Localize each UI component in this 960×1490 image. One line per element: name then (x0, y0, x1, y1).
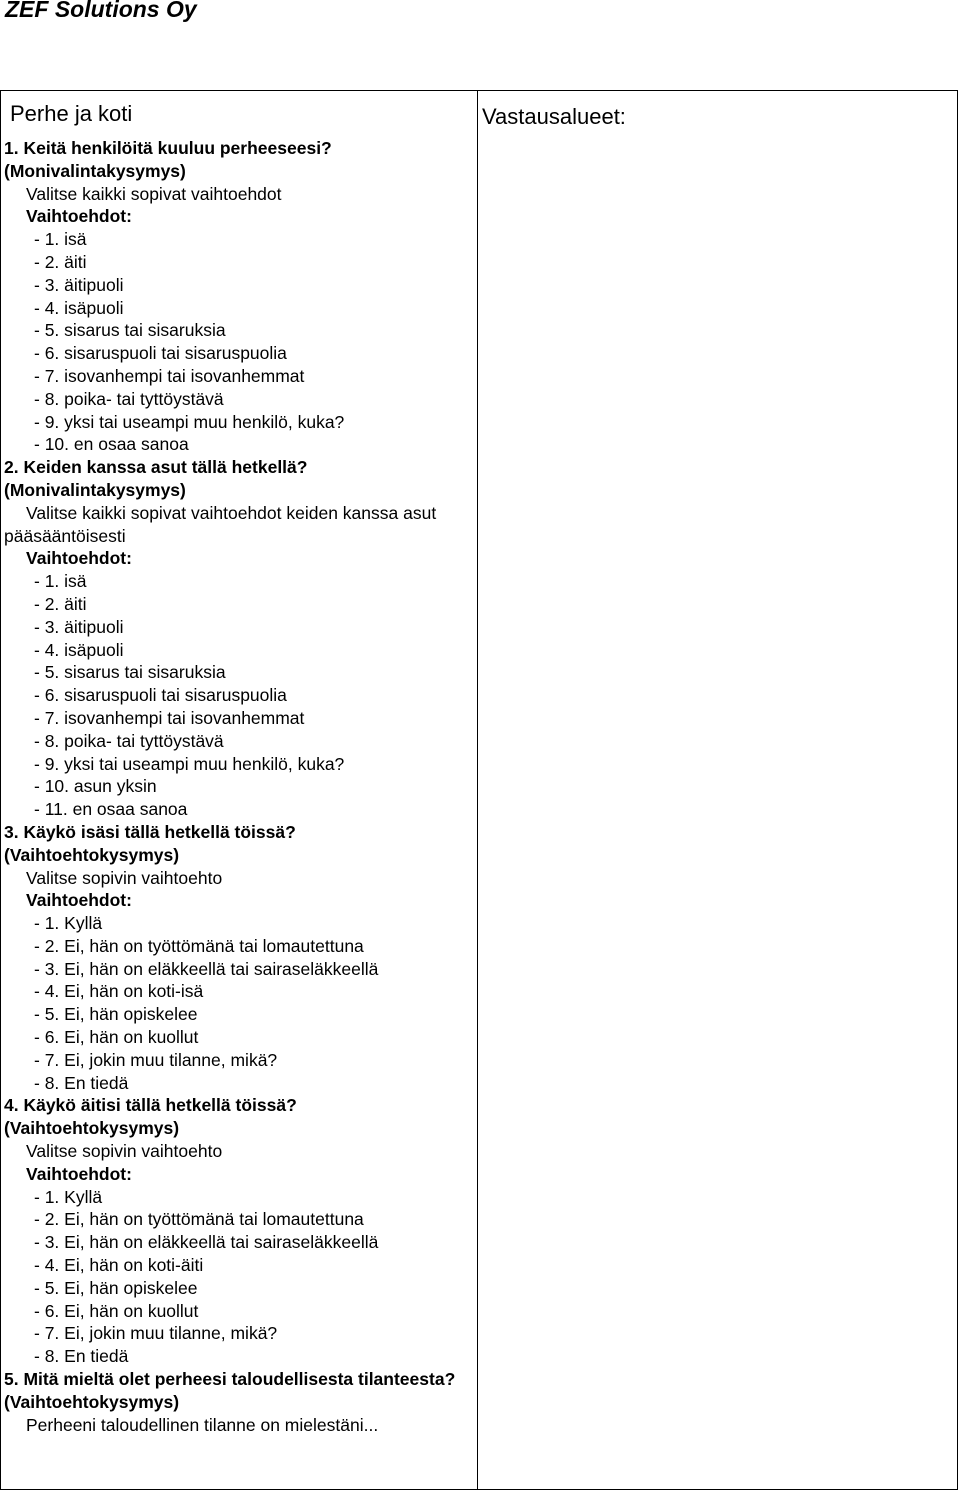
options-label: Vaihtoehdot: (26, 1163, 132, 1184)
options-label: Vaihtoehdot: (26, 206, 132, 227)
option-item: - 8. En tiedä (34, 1346, 129, 1367)
option-item: - 3. äitipuoli (34, 274, 124, 295)
option-item: - 3. Ei, hän on eläkkeellä tai sairaseläkkeellä (34, 1232, 379, 1253)
question-instruction: Valitse kaikki sopivat vaihtoehdot keiden kanssa asut pääsääntöisesti (4, 502, 437, 546)
option-item: - 9. yksi tai useampi muu henkilö, kuka? (34, 753, 345, 774)
question-instruction: Valitse sopivin vaihtoehto (26, 1141, 223, 1162)
option-item: - 2. äiti (34, 251, 87, 272)
option-item: - 8. poika- tai tyttöystävä (34, 730, 224, 751)
question-title: 5. Mitä mieltä olet perheesi taloudellisesta tilanteesta? (Vaihtoehtokysymys) (4, 1369, 456, 1412)
option-item: - 2. äiti (34, 593, 87, 614)
question-3 (4, 821, 474, 1095)
option-item: - 7. isovanhempi tai isovanhemmat (34, 707, 305, 728)
question-title: 2. Keiden kanssa asut tällä hetkellä? (4, 457, 308, 478)
question-instruction: Perheeni taloudellinen tilanne on mielestäni... (26, 1414, 379, 1435)
option-item: - 10. asun yksin (34, 776, 157, 797)
option-item: - 4. isäpuoli (34, 297, 124, 318)
question-title: 1. Keitä henkilöitä kuuluu perheeseesi? (4, 138, 332, 158)
company-header: ZEF Solutions Oy (5, 0, 197, 22)
option-item: - 2. Ei, hän on työttömänä tai lomautettuna (34, 935, 364, 956)
question-type: (Monivalintakysymys) (4, 479, 186, 500)
option-item: - 1. Kyllä (34, 1186, 103, 1207)
question-title: 4. Käykö äitisi tällä hetkellä töissä? (4, 1095, 297, 1116)
option-item: - 10. en osaa sanoa (34, 434, 189, 455)
option-item: - 6. Ei, hän on kuollut (34, 1027, 199, 1048)
option-item: - 1. isä (34, 571, 87, 592)
question-type: (Vaihtoehtokysymys) (4, 1118, 180, 1139)
option-item: - 9. yksi tai useampi muu henkilö, kuka? (34, 411, 345, 432)
question-5 (4, 1368, 474, 1436)
section-title: Perhe ja koti (10, 101, 133, 126)
option-item: - 1. Kyllä (34, 913, 103, 934)
option-item: - 5. sisarus tai sisaruksia (34, 320, 226, 341)
option-item: - 4. Ei, hän on koti-äiti (34, 1255, 204, 1276)
option-item: - 6. sisaruspuoli tai sisaruspuolia (34, 685, 287, 706)
option-item: - 3. Ei, hän on eläkkeellä tai sairaseläkkeellä (34, 958, 379, 979)
question-1 (4, 137, 474, 456)
question-title: 3. Käykö isäsi tällä hetkellä töissä? (4, 821, 296, 842)
answer-column (482, 103, 626, 131)
question-instruction: Valitse kaikki sopivat vaihtoehdot (26, 183, 282, 204)
option-item: - 5. Ei, hän opiskelee (34, 1004, 198, 1025)
option-item: - 4. Ei, hän on koti-isä (34, 981, 204, 1002)
question-type: (Monivalintakysymys) (4, 160, 186, 181)
question-instruction: Valitse sopivin vaihtoehto (26, 867, 223, 888)
option-item: - 1. isä (34, 229, 87, 250)
option-item: - 6. Ei, hän on kuollut (34, 1300, 199, 1321)
answers-heading: Vastausalueet: (482, 104, 626, 129)
options-label: Vaihtoehdot: (26, 548, 132, 569)
option-item: - 7. Ei, jokin muu tilanne, mikä? (34, 1049, 278, 1070)
option-item: - 8. poika- tai tyttöystävä (34, 388, 224, 409)
question-2 (4, 456, 474, 821)
option-item: - 7. Ei, jokin muu tilanne, mikä? (34, 1323, 278, 1344)
question-type: (Vaihtoehtokysymys) (4, 844, 180, 865)
option-item: - 7. isovanhempi tai isovanhemmat (34, 365, 305, 386)
option-item: - 5. sisarus tai sisaruksia (34, 662, 226, 683)
question-4 (4, 1094, 474, 1368)
option-item: - 8. En tiedä (34, 1072, 129, 1093)
option-item: - 5. Ei, hän opiskelee (34, 1277, 198, 1298)
option-item: - 11. en osaa sanoa (34, 799, 188, 820)
option-item: - 2. Ei, hän on työttömänä tai lomautettuna (34, 1209, 364, 1230)
options-label: Vaihtoehdot: (26, 890, 132, 911)
option-item: - 3. äitipuoli (34, 616, 124, 637)
question-column (4, 100, 474, 1436)
option-item: - 6. sisaruspuoli tai sisaruspuolia (34, 343, 287, 364)
option-item: - 4. isäpuoli (34, 639, 124, 660)
column-divider (477, 90, 478, 1490)
